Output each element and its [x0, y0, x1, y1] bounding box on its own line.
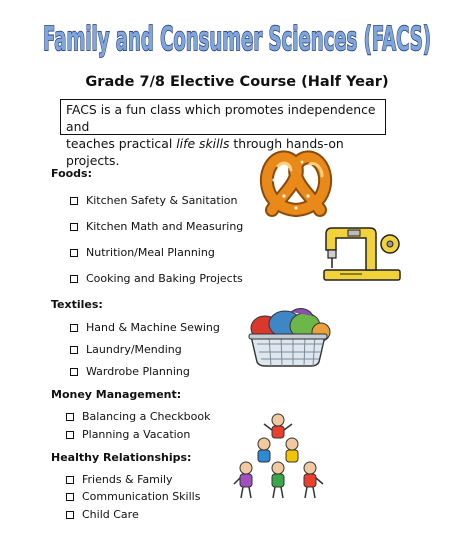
- checkbox-icon: [70, 324, 78, 332]
- intro-line-1: FACS is a fun class which promotes independence and: [66, 102, 376, 134]
- list-item: Friends & Family: [66, 473, 173, 486]
- foods-heading: Foods:: [51, 167, 93, 180]
- laundry-basket-icon: [243, 306, 333, 368]
- checkbox-icon: [70, 223, 78, 231]
- list-item: Child Care: [66, 508, 139, 521]
- checkbox-icon: [70, 249, 78, 257]
- banner-title-text: Family and Consumer Sciences (FACS): [43, 19, 431, 58]
- intro-line-2: teaches practical life skills through hands-on projects.: [66, 136, 344, 168]
- pretzel-icon: [258, 150, 334, 218]
- course-subtitle: Grade 7/8 Elective Course (Half Year): [85, 74, 389, 90]
- checkbox-icon: [66, 431, 74, 439]
- list-item: Hand & Machine Sewing: [70, 321, 220, 334]
- list-item: Cooking and Baking Projects: [70, 272, 243, 285]
- money-heading: Money Management:: [51, 388, 182, 401]
- checkbox-icon: [66, 511, 74, 519]
- sewing-machine-icon: [320, 224, 404, 284]
- relationships-heading: Healthy Relationships:: [51, 451, 192, 464]
- textiles-heading: Textiles:: [51, 298, 103, 311]
- checkbox-icon: [66, 493, 74, 501]
- list-item: Balancing a Checkbook: [66, 410, 211, 423]
- list-item: Kitchen Safety & Sanitation: [70, 194, 237, 207]
- checkbox-icon: [70, 346, 78, 354]
- list-item: Planning a Vacation: [66, 428, 190, 441]
- list-item: Communication Skills: [66, 490, 200, 503]
- checkbox-icon: [66, 476, 74, 484]
- checkbox-icon: [66, 413, 74, 421]
- intro-box: [60, 99, 386, 168]
- banner-title: [0, 6, 474, 62]
- kids-pyramid-icon: [230, 410, 328, 502]
- life-skills-emphasis: life skills: [176, 136, 230, 151]
- list-item: Nutrition/Meal Planning: [70, 246, 215, 259]
- checkbox-icon: [70, 275, 78, 283]
- list-item: Laundry/Mending: [70, 343, 182, 356]
- list-item: Kitchen Math and Measuring: [70, 220, 243, 233]
- list-item: Wardrobe Planning: [70, 365, 190, 378]
- checkbox-icon: [70, 368, 78, 376]
- checkbox-icon: [70, 197, 78, 205]
